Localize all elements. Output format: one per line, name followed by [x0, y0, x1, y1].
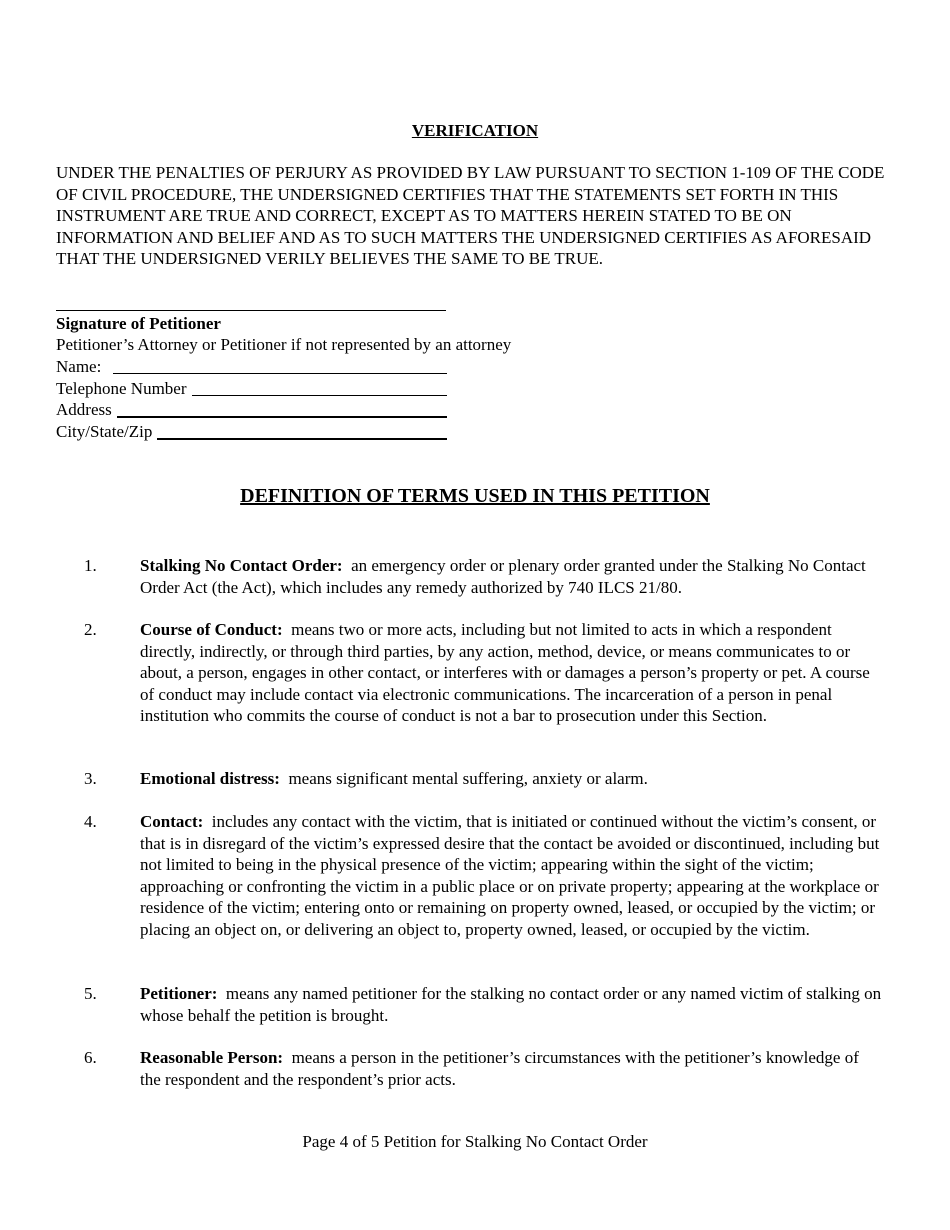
verification-statement: UNDER THE PENALTIES OF PERJURY AS PROVIDED BY LAW PURSUANT TO SECTION 1-109 OF THE CODE OF CIVIL PROCEDURE, THE UNDERSIGNED CERTIFIES THAT THE STATEMENTS SET FORTH IN THIS INSTRUMENT ARE TRUE AND CORRECT, EXCEPT AS TO MATTERS HEREIN STATED TO BE ON INFORMATION AND BELIEF AND AS TO SUCH MATTERS THE UNDERSIGNED CERTIFIES AS AFORESAID THAT THE UNDERSIGNED VERILY BELIEVES THE SAME TO BE TRUE. — [56, 163, 885, 268]
definition-text: means any named petitioner for the stalking no contact order or any named victim of stalking on whose behalf the petition is brought. — [140, 984, 882, 1025]
definition-number: 4. — [84, 812, 97, 831]
definition-number: 6. — [84, 1048, 97, 1067]
telephone-label: Telephone Number — [56, 379, 187, 398]
definition-text: includes any contact with the victim, that is initiated or continued without the victim’s consent, or that is in disregard of the victim’s expressed desire that the contact be avoided or discontinued, including but not limited to being in the physical presence of the victim; appearing within the sight of the victim; approaching or confronting the victim in a public place or on private property; appearing at the workplace or residence of the victim; entering onto or remaining on property owned, leased, or occupied by the victim; or placing an object on, or delivering an object to, property owned, leased, or occupied by the victim. — [140, 812, 880, 939]
definitions-title: DEFINITION OF TERMS USED IN THIS PETITION — [240, 485, 710, 507]
definition-body — [140, 983, 882, 1026]
telephone-input-line[interactable] — [192, 378, 447, 396]
name-input-line[interactable] — [113, 356, 447, 374]
address-field — [56, 399, 447, 421]
city-state-zip-input-line[interactable] — [157, 421, 447, 440]
address-input-line[interactable] — [117, 399, 447, 418]
definition-number: 3. — [84, 769, 97, 788]
telephone-field — [56, 378, 447, 400]
definition-body — [140, 1047, 882, 1090]
definition-body — [140, 555, 882, 598]
name-label: Name: — [56, 357, 102, 376]
definition-term: Course of Conduct: — [140, 620, 283, 639]
address-label: Address — [56, 400, 112, 419]
city-state-zip-label: City/State/Zip — [56, 422, 153, 441]
definition-text: means two or more acts, including but not limited to acts in which a respondent directly, indirectly, or through third parties, by any action, method, device, or means communicates to or about, a person, engages in other contact, or interferes with or damages a person’s property or pet. A course of conduct may include contact via electronic communications. The incarceration of a person in penal institution who commits the course of conduct is not a bar to prosecution under this Section. — [140, 620, 870, 725]
signature-label: Signature of Petitioner — [56, 314, 221, 333]
definition-number: 2. — [84, 620, 97, 639]
verification-title: VERIFICATION — [411, 121, 539, 140]
definition-term: Reasonable Person: — [140, 1048, 284, 1067]
city-state-zip-field — [56, 421, 447, 443]
definition-term: Stalking No Contact Order: — [140, 556, 343, 575]
definition-text: means a person in the petitioner’s circumstances with the petitioner’s knowledge of the respondent and the respondent’s prior acts. — [140, 1048, 859, 1089]
definition-body — [140, 768, 882, 790]
definition-term: Contact: — [140, 812, 204, 831]
definition-body — [140, 811, 882, 940]
definition-body — [140, 619, 882, 727]
signature-line[interactable] — [56, 310, 446, 311]
definition-term: Emotional distress: — [140, 769, 280, 788]
definition-number: 5. — [84, 984, 97, 1003]
name-field — [56, 356, 447, 378]
definition-text: means significant mental suffering, anxiety or alarm. — [288, 769, 648, 788]
page-footer: Page 4 of 5 Petition for Stalking No Contact Order — [302, 1132, 648, 1151]
definition-number: 1. — [84, 556, 97, 575]
definition-term: Petitioner: — [140, 984, 218, 1003]
attorney-note: Petitioner’s Attorney or Petitioner if not represented by an attorney — [56, 335, 512, 354]
definition-text: an emergency order or plenary order granted under the Stalking No Contact Order Act (the Act), which includes any remedy authorized by 740 ILCS 21/80. — [140, 556, 866, 597]
